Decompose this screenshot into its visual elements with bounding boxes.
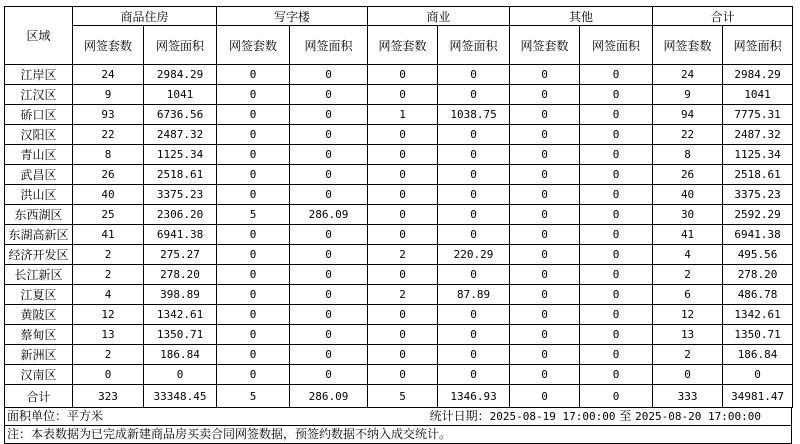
group-header-total: 合计 (653, 7, 793, 26)
units-cell: 2 (73, 245, 144, 265)
table-row (5, 365, 793, 385)
area-header: 网签面积 (144, 26, 217, 65)
area-cell: 0 (580, 165, 653, 185)
area-cell: 7775.31 (723, 105, 793, 125)
area-unit-label: 面积单位：平方米 (7, 409, 104, 423)
area-cell: 6941.38 (144, 225, 217, 245)
area-cell: 275.27 (144, 245, 217, 265)
units-cell: 0 (510, 125, 580, 145)
units-cell: 0 (510, 305, 580, 325)
units-cell: 5 (368, 385, 438, 408)
table-row (5, 185, 793, 205)
units-cell: 5 (217, 385, 290, 408)
area-cell: 1125.34 (144, 145, 217, 165)
area-cell: 0 (290, 365, 368, 385)
units-cell: 40 (653, 185, 723, 205)
table-row (5, 265, 793, 285)
region-cell: 长江新区 (5, 265, 73, 285)
area-cell: 0 (580, 285, 653, 305)
area-cell: 0 (580, 305, 653, 325)
units-cell: 0 (217, 225, 290, 245)
table-row (5, 205, 793, 225)
group-header-other: 其他 (510, 7, 653, 26)
units-cell: 2 (368, 245, 438, 265)
units-cell: 0 (368, 225, 438, 245)
region-cell: 武昌区 (5, 165, 73, 185)
area-header: 网签面积 (290, 26, 368, 65)
units-cell: 0 (368, 125, 438, 145)
stat-date (430, 408, 761, 425)
sales-table (4, 6, 793, 408)
units-cell: 0 (510, 285, 580, 305)
region-cell: 经济开发区 (5, 245, 73, 265)
area-cell: 0 (290, 245, 368, 265)
area-cell: 0 (438, 145, 510, 165)
units-cell: 30 (653, 205, 723, 225)
units-cell: 2 (653, 345, 723, 365)
region-cell: 汉南区 (5, 365, 73, 385)
units-cell: 94 (653, 105, 723, 125)
table-body (5, 65, 793, 408)
area-cell: 486.78 (723, 285, 793, 305)
table-row (5, 225, 793, 245)
stat-date-label: 统计日期： (429, 409, 490, 423)
units-cell: 0 (510, 205, 580, 225)
units-cell: 24 (73, 65, 144, 85)
units-cell: 2 (73, 265, 144, 285)
region-cell: 青山区 (5, 145, 73, 165)
area-cell: 3375.23 (144, 185, 217, 205)
region-cell: 江汉区 (5, 85, 73, 105)
units-cell: 0 (368, 265, 438, 285)
units-cell: 0 (510, 105, 580, 125)
table-row (5, 105, 793, 125)
area-cell: 33348.45 (144, 385, 217, 408)
area-cell: 0 (438, 305, 510, 325)
units-cell: 0 (217, 105, 290, 125)
group-header-residential: 商品住房 (73, 7, 217, 26)
area-cell: 0 (580, 85, 653, 105)
units-cell: 0 (217, 345, 290, 365)
area-cell: 0 (580, 205, 653, 225)
area-cell: 0 (580, 225, 653, 245)
units-cell: 0 (368, 325, 438, 345)
area-cell: 0 (438, 205, 510, 225)
area-cell: 186.84 (144, 345, 217, 365)
area-cell: 0 (144, 365, 217, 385)
units-cell: 0 (510, 385, 580, 408)
stat-date-end: 2025-08-20 17:00:00 (635, 410, 761, 423)
area-cell: 0 (438, 265, 510, 285)
area-cell: 0 (580, 185, 653, 205)
area-cell: 1041 (723, 85, 793, 105)
table-row (5, 305, 793, 325)
units-cell: 41 (73, 225, 144, 245)
units-cell: 0 (510, 225, 580, 245)
table-row (5, 85, 793, 105)
units-cell: 333 (653, 385, 723, 408)
area-cell: 220.29 (438, 245, 510, 265)
units-cell: 26 (653, 165, 723, 185)
units-cell: 0 (217, 165, 290, 185)
area-header: 网签面积 (438, 26, 510, 65)
area-cell: 0 (580, 65, 653, 85)
units-cell: 0 (217, 145, 290, 165)
units-cell: 0 (217, 285, 290, 305)
area-cell: 0 (290, 125, 368, 145)
units-cell: 2 (73, 345, 144, 365)
area-cell: 0 (438, 125, 510, 145)
area-cell: 0 (290, 345, 368, 365)
area-cell: 0 (580, 125, 653, 145)
area-cell: 2592.29 (723, 205, 793, 225)
region-cell: 黄陂区 (5, 305, 73, 325)
units-cell: 8 (653, 145, 723, 165)
units-cell: 0 (510, 365, 580, 385)
units-cell: 0 (510, 65, 580, 85)
group-header-commercial: 商业 (368, 7, 510, 26)
stat-date-start: 2025-08-19 17:00:00 (489, 410, 616, 423)
area-cell: 1350.71 (144, 325, 217, 345)
region-cell: 汉阳区 (5, 125, 73, 145)
units-cell: 0 (368, 345, 438, 365)
region-cell: 蔡甸区 (5, 325, 73, 345)
area-header: 网签面积 (723, 26, 793, 65)
area-cell: 0 (723, 365, 793, 385)
area-cell: 0 (290, 285, 368, 305)
units-cell: 0 (217, 365, 290, 385)
units-cell: 93 (73, 105, 144, 125)
area-cell: 278.20 (723, 265, 793, 285)
units-cell: 0 (510, 145, 580, 165)
area-cell: 0 (290, 225, 368, 245)
units-cell: 0 (217, 85, 290, 105)
area-cell: 1041 (144, 85, 217, 105)
table-row (5, 245, 793, 265)
units-cell: 9 (73, 85, 144, 105)
footer-line-unit (5, 408, 791, 425)
table-row (5, 165, 793, 185)
total-row (5, 385, 793, 408)
table-row (5, 285, 793, 305)
units-cell: 0 (217, 185, 290, 205)
group-header-office: 写字楼 (217, 7, 368, 26)
units-header: 网签套数 (653, 26, 723, 65)
units-cell: 0 (217, 65, 290, 85)
units-cell: 8 (73, 145, 144, 165)
units-cell: 9 (653, 85, 723, 105)
area-cell: 0 (580, 265, 653, 285)
report-container (4, 6, 792, 444)
footer-line-note (5, 425, 791, 443)
units-header: 网签套数 (217, 26, 290, 65)
region-cell: 合计 (5, 385, 73, 408)
area-cell: 1125.34 (723, 145, 793, 165)
area-cell: 1346.93 (438, 385, 510, 408)
units-cell: 0 (368, 205, 438, 225)
units-header: 网签套数 (510, 26, 580, 65)
units-cell: 26 (73, 165, 144, 185)
footer-note: 注：本表数据为已完成新建商品房买卖合同网签数据，预签约数据不纳入成交统计。 (7, 427, 452, 441)
area-cell: 0 (580, 245, 653, 265)
region-cell: 硚口区 (5, 105, 73, 125)
units-cell: 0 (653, 365, 723, 385)
area-cell: 0 (290, 85, 368, 105)
area-cell: 495.56 (723, 245, 793, 265)
region-cell: 东湖高新区 (5, 225, 73, 245)
table-row (5, 125, 793, 145)
units-cell: 0 (368, 145, 438, 165)
area-cell: 0 (290, 65, 368, 85)
area-cell: 6941.38 (723, 225, 793, 245)
sub-header-row (5, 26, 793, 65)
area-cell: 2306.20 (144, 205, 217, 225)
area-cell: 34981.47 (723, 385, 793, 408)
units-cell: 6 (653, 285, 723, 305)
area-cell: 0 (438, 225, 510, 245)
area-cell: 2984.29 (144, 65, 217, 85)
area-cell: 1038.75 (438, 105, 510, 125)
area-cell: 0 (290, 105, 368, 125)
region-cell: 江岸区 (5, 65, 73, 85)
units-cell: 2 (653, 265, 723, 285)
table-header (5, 7, 793, 65)
table-row (5, 145, 793, 165)
units-cell: 0 (368, 65, 438, 85)
area-cell: 2518.61 (144, 165, 217, 185)
area-cell: 286.09 (290, 385, 368, 408)
area-cell: 0 (580, 105, 653, 125)
area-header: 网签面积 (580, 26, 653, 65)
units-cell: 41 (653, 225, 723, 245)
units-cell: 0 (217, 305, 290, 325)
units-cell: 0 (217, 325, 290, 345)
area-cell: 0 (438, 345, 510, 365)
units-cell: 0 (217, 245, 290, 265)
region-cell: 江夏区 (5, 285, 73, 305)
area-cell: 0 (438, 185, 510, 205)
area-cell: 0 (290, 145, 368, 165)
area-cell: 2487.32 (144, 125, 217, 145)
units-cell: 2 (368, 285, 438, 305)
area-cell: 0 (580, 385, 653, 408)
area-cell: 0 (438, 365, 510, 385)
units-cell: 1 (368, 105, 438, 125)
units-cell: 4 (653, 245, 723, 265)
area-cell: 2487.32 (723, 125, 793, 145)
units-cell: 0 (510, 165, 580, 185)
table-row (5, 65, 793, 85)
area-cell: 0 (290, 265, 368, 285)
stat-date-to: 至 (619, 409, 632, 423)
units-cell: 25 (73, 205, 144, 225)
area-cell: 2984.29 (723, 65, 793, 85)
units-cell: 0 (510, 325, 580, 345)
area-cell: 186.84 (723, 345, 793, 365)
units-cell: 323 (73, 385, 144, 408)
region-cell: 洪山区 (5, 185, 73, 205)
area-cell: 0 (290, 325, 368, 345)
area-cell: 1342.61 (144, 305, 217, 325)
units-cell: 12 (653, 305, 723, 325)
area-cell: 0 (438, 165, 510, 185)
units-cell: 12 (73, 305, 144, 325)
units-cell: 0 (368, 85, 438, 105)
units-cell: 0 (510, 245, 580, 265)
units-cell: 13 (653, 325, 723, 345)
units-cell: 13 (73, 325, 144, 345)
area-cell: 278.20 (144, 265, 217, 285)
units-cell: 5 (217, 205, 290, 225)
units-cell: 0 (510, 185, 580, 205)
area-cell: 1350.71 (723, 325, 793, 345)
units-cell: 24 (653, 65, 723, 85)
region-header: 区域 (5, 7, 73, 65)
area-cell: 6736.56 (144, 105, 217, 125)
area-cell: 0 (290, 305, 368, 325)
area-cell: 2518.61 (723, 165, 793, 185)
units-cell: 40 (73, 185, 144, 205)
area-cell: 87.89 (438, 285, 510, 305)
area-cell: 0 (290, 165, 368, 185)
table-row (5, 345, 793, 365)
units-cell: 0 (368, 185, 438, 205)
units-cell: 0 (510, 85, 580, 105)
units-cell: 0 (217, 265, 290, 285)
area-cell: 0 (438, 325, 510, 345)
region-cell: 东西湖区 (5, 205, 73, 225)
area-cell: 0 (438, 85, 510, 105)
units-cell: 0 (368, 365, 438, 385)
units-cell: 0 (217, 125, 290, 145)
units-cell: 4 (73, 285, 144, 305)
units-cell: 0 (510, 345, 580, 365)
area-cell: 0 (290, 185, 368, 205)
units-cell: 22 (73, 125, 144, 145)
area-cell: 0 (580, 325, 653, 345)
table-footer (4, 408, 792, 444)
units-cell: 0 (510, 265, 580, 285)
area-cell: 0 (580, 365, 653, 385)
region-cell: 新洲区 (5, 345, 73, 365)
area-cell: 286.09 (290, 205, 368, 225)
table-row (5, 325, 793, 345)
area-cell: 0 (580, 145, 653, 165)
area-cell: 0 (580, 345, 653, 365)
units-header: 网签套数 (73, 26, 144, 65)
units-cell: 0 (73, 365, 144, 385)
units-cell: 22 (653, 125, 723, 145)
units-header: 网签套数 (368, 26, 438, 65)
area-cell: 0 (438, 65, 510, 85)
units-cell: 0 (368, 305, 438, 325)
area-cell: 1342.61 (723, 305, 793, 325)
area-cell: 398.89 (144, 285, 217, 305)
area-cell: 3375.23 (723, 185, 793, 205)
units-cell: 0 (368, 165, 438, 185)
